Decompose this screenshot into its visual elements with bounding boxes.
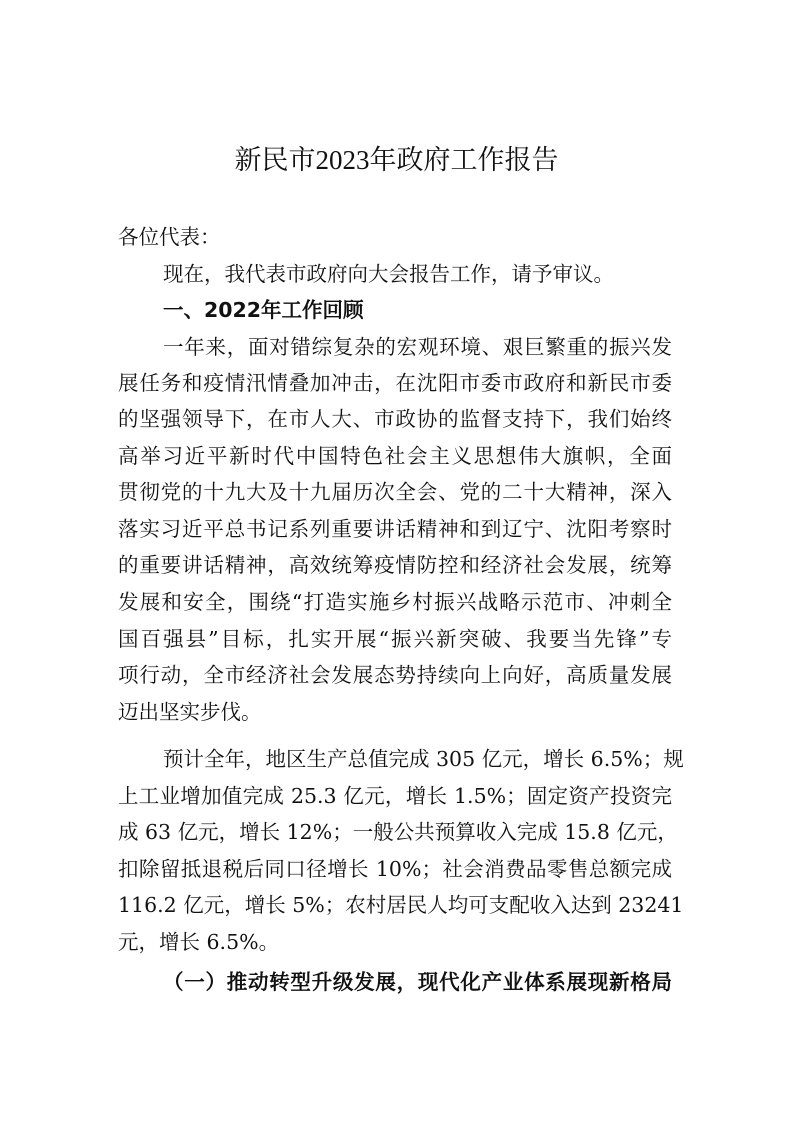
paragraph-line: 116.2 亿元，增长 5%；农村居民人均可支配收入达到 23241: [118, 893, 684, 917]
paragraph-line: 一年来，面对错综复杂的宏观环境、艰巨繁重的振兴发: [163, 335, 672, 359]
paragraph-line: 国百强县”目标，扎实开展“振兴新突破、我要当先锋”专: [118, 627, 672, 651]
paragraph-line: 预计全年，地区生产总值完成 305 亿元，增长 6.5%；规: [163, 747, 684, 771]
document-title: 新民市2023年政府工作报告: [234, 145, 559, 175]
paragraph-line: 展任务和疫情汛情叠加冲击，在沈阳市委市政府和新民市委: [118, 371, 672, 395]
section-heading: 一、2022年工作回顾: [163, 298, 364, 322]
paragraph-line: 落实习近平总书记系列重要讲话精神和到辽宁、沈阳考察时: [118, 517, 672, 541]
paragraph-line: 高举习近平新时代中国特色社会主义思想伟大旗帜，全面: [118, 444, 672, 468]
paragraph-line: 成 63 亿元，增长 12%；一般公共预算收入完成 15.8 亿元，: [118, 820, 678, 844]
paragraph-line: 迈出坚实步伐。: [118, 700, 262, 724]
paragraph-line: 项行动，全市经济社会发展态势持续向上向好，高质量发展: [118, 663, 672, 687]
paragraph-line: 发展和安全，围绕“打造实施乡村振兴战略示范市、冲刺全: [118, 590, 672, 614]
paragraph-line: 的坚强领导下，在市人大、市政协的监督支持下，我们始终: [118, 407, 672, 431]
subsection-heading: （一）推动转型升级发展，现代化产业体系展现新格局: [163, 970, 672, 994]
paragraph-line: 的重要讲话精神，高效统筹疫情防控和经济社会发展，统筹: [118, 553, 672, 577]
paragraph-line: 上工业增加值完成 25.3 亿元，增长 1.5%；固定资产投资完: [118, 784, 672, 808]
paragraph-line: 扣除留抵退税后同口径增长 10%；社会消费品零售总额完成: [118, 857, 672, 881]
salutation: 各位代表：: [118, 225, 221, 249]
paragraph-line: 贯彻党的十九大及十九届历次全会、党的二十大精神，深入: [118, 480, 672, 504]
paragraph-line: 元，增长 6.5%。: [118, 930, 280, 954]
intro-paragraph: 现在，我代表市政府向大会报告工作，请予审议。: [163, 262, 614, 286]
